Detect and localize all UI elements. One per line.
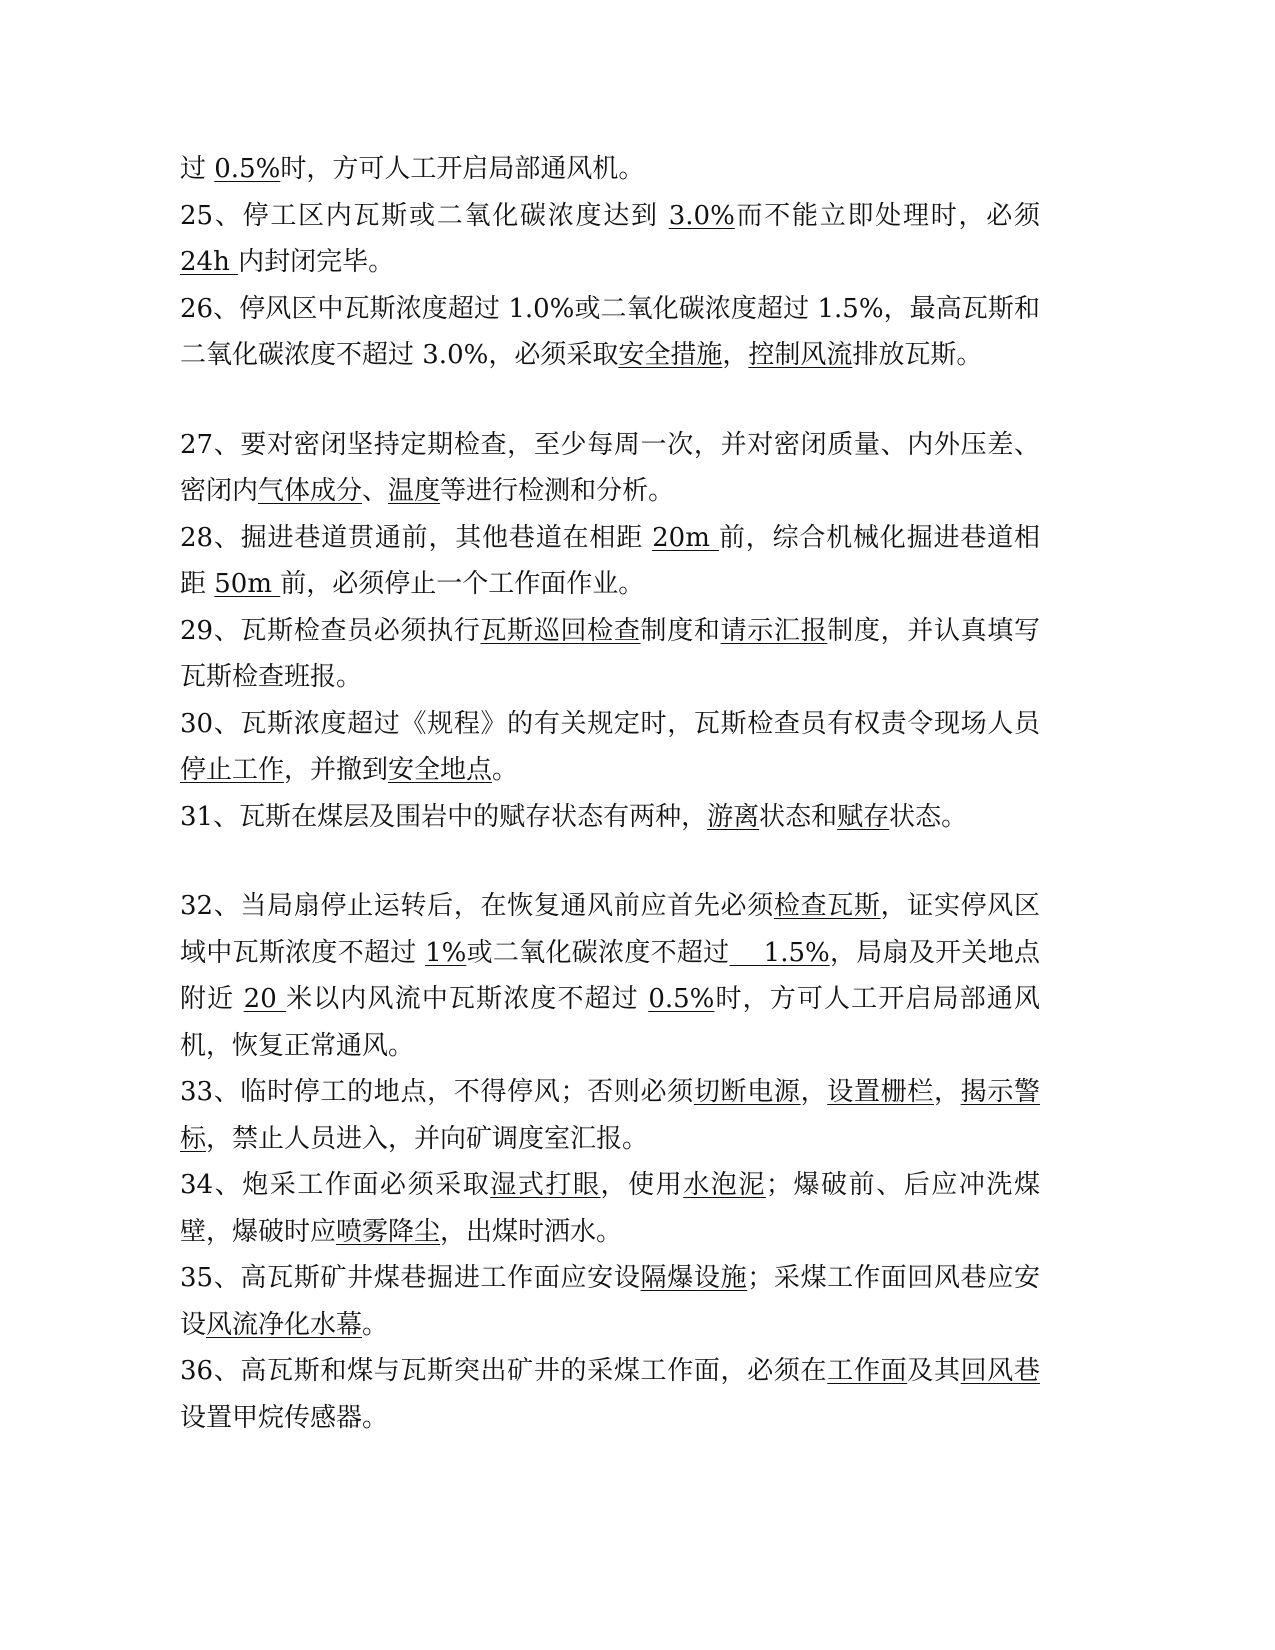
text-segment: 米以内风流中瓦斯浓度不超过 [286, 984, 649, 1014]
text-segment: 等进行检测和分析。 [440, 476, 675, 506]
paragraph-p33 [180, 1069, 1040, 1162]
text-segment: 、 [362, 476, 389, 506]
text-segment: 33、临时停工的地点，不得停风；否则必须 [180, 1077, 694, 1107]
text-segment: 而不能立即处理时，必须 [734, 200, 1049, 231]
underlined-answer: 设置栅栏 [827, 1077, 934, 1107]
text-segment: 状态和 [759, 801, 838, 832]
text-segment: 29、瓦斯检查员必须执行 [180, 615, 481, 646]
paragraph-p26 [180, 286, 1040, 379]
underlined-answer: 1% [425, 937, 467, 968]
paragraph-p25 [180, 193, 1049, 286]
paragraph-p32 [180, 883, 1040, 1069]
underlined-answer: 3.0% [668, 200, 735, 231]
paragraph-p36 [180, 1348, 1040, 1441]
text-segment: 34、炮采工作面必须采取 [180, 1170, 491, 1200]
text-segment: 35、高瓦斯矿井煤巷掘进工作面应安设 [180, 1263, 641, 1293]
underlined-answer: 瓦斯巡回检查 [480, 615, 641, 646]
text-segment: ， [933, 1077, 961, 1107]
underlined-answer: 安全地点 [388, 755, 493, 785]
text-segment: 25、停工区内瓦斯或二氧化碳浓度达到 [180, 200, 669, 231]
text-segment: 30、瓦斯浓度超过《规程》的有关规定时，瓦斯检查员有权责令现场人员 [180, 708, 1040, 739]
underlined-answer: 水泡泥 [683, 1170, 766, 1200]
text-segment: 及其 [907, 1356, 961, 1386]
text-segment: 制度和 [640, 615, 721, 646]
underlined-answer: 20m [652, 522, 719, 553]
text-segment: ；爆破前、后应冲洗煤壁，爆破时应 [180, 1170, 1040, 1247]
text-segment: 27、要对密闭坚持定期检查，至少每周一次，并对密闭质量、内外压差、密闭内 [180, 429, 1040, 506]
underlined-answer: 50m [214, 569, 281, 599]
paragraph-p28 [180, 515, 1040, 608]
underlined-answer: 切断电源 [693, 1077, 801, 1107]
underlined-answer: 安全措施 [618, 340, 723, 370]
text-segment: ， [722, 340, 749, 370]
paragraph-p34 [180, 1162, 1040, 1255]
text-segment: 31、瓦斯在煤层及围岩中的赋存状态有两种， [180, 801, 708, 832]
paragraph-p27 [180, 422, 1040, 515]
text-segment: 36、高瓦斯和煤与瓦斯突出矿井的采煤工作面，必须在 [180, 1356, 828, 1386]
text-segment: 32、当局扇停止运转后，在恢复通风前应首先必须 [180, 891, 774, 921]
text-segment: 过 [180, 154, 215, 184]
text-segment: ；采煤工作面回风巷应安设 [180, 1263, 1040, 1340]
text-segment: ，禁止人员进入，并向矿调度室汇报。 [206, 1123, 649, 1154]
paragraph-gap [180, 840, 1040, 883]
text-segment: 内封闭完毕。 [238, 247, 395, 277]
underlined-answer: 检查瓦斯 [773, 891, 881, 921]
text-segment: 或二氧化碳浓度不超过 [466, 937, 730, 968]
document-page [180, 146, 1049, 1441]
underlined-answer: 0.5% [648, 984, 715, 1014]
underlined-answer: 赋存 [837, 801, 890, 832]
text-segment: 。 [362, 1309, 389, 1340]
text-segment: 制度，并认真填写瓦斯检查班报。 [180, 615, 1040, 692]
underlined-answer: 停止工作 [180, 755, 285, 785]
paragraph-p30 [180, 701, 1040, 794]
text-segment: ，使用 [600, 1170, 684, 1200]
text-segment: 28、掘进巷道贯通前，其他巷道在相距 [180, 522, 653, 553]
paragraph-p35 [180, 1255, 1040, 1348]
text-segment: ，证实停风区域中瓦斯浓度不超过 [180, 891, 1040, 968]
underlined-answer: 24h [180, 247, 239, 277]
underlined-answer: 湿式打眼 [490, 1170, 601, 1200]
underlined-answer: 风流净化水幕 [206, 1309, 363, 1340]
text-segment: 前，必须停止一个工作面作业。 [280, 569, 645, 599]
underlined-answer: 请示汇报 [720, 615, 828, 646]
text-segment: ，并撤到 [284, 755, 389, 785]
text-segment: 26、停风区中瓦斯浓度超过 1.0%或二氧化碳浓度超过 1.5%，最高瓦斯和二氧化碳浓度不超过 3.0%，必须采取 [180, 293, 1040, 370]
text-segment: 时，方可人工开启局部通风机。 [280, 154, 645, 184]
underlined-answer: 隔爆设施 [640, 1263, 748, 1293]
underlined-answer: 20 [243, 984, 287, 1014]
text-segment: ， [800, 1077, 828, 1107]
text-segment: 。 [492, 755, 519, 785]
paragraph-p-cont [180, 146, 1040, 193]
paragraph-gap [180, 379, 1040, 422]
text-segment: 设置甲烷传感器。 [180, 1402, 389, 1433]
text-segment: 排放瓦斯。 [852, 340, 983, 370]
text-segment: ，局扇及开关地点附近 [180, 937, 1040, 1014]
text-segment: 时，方可人工开启局部通风机，恢复正常通风。 [180, 984, 1040, 1061]
underlined-answer: 工作面 [827, 1356, 908, 1386]
underlined-answer: 1.5% [729, 937, 830, 968]
paragraph-p29 [180, 608, 1040, 701]
text-segment: 前，综合机械化掘进巷道相距 [180, 522, 1040, 599]
underlined-answer: 游离 [707, 801, 760, 832]
underlined-answer: 回风巷 [960, 1356, 1040, 1386]
text-segment: 状态。 [889, 801, 968, 832]
underlined-answer: 温度 [388, 476, 441, 506]
underlined-answer: 气体成分 [258, 476, 363, 506]
underlined-answer: 0.5% [214, 154, 281, 184]
paragraph-p31 [180, 794, 1040, 841]
underlined-answer: 揭示警标 [180, 1077, 1040, 1154]
text-segment: ，出煤时洒水。 [440, 1216, 623, 1247]
underlined-answer: 控制风流 [748, 340, 853, 370]
underlined-answer: 喷雾降尘 [336, 1216, 441, 1247]
